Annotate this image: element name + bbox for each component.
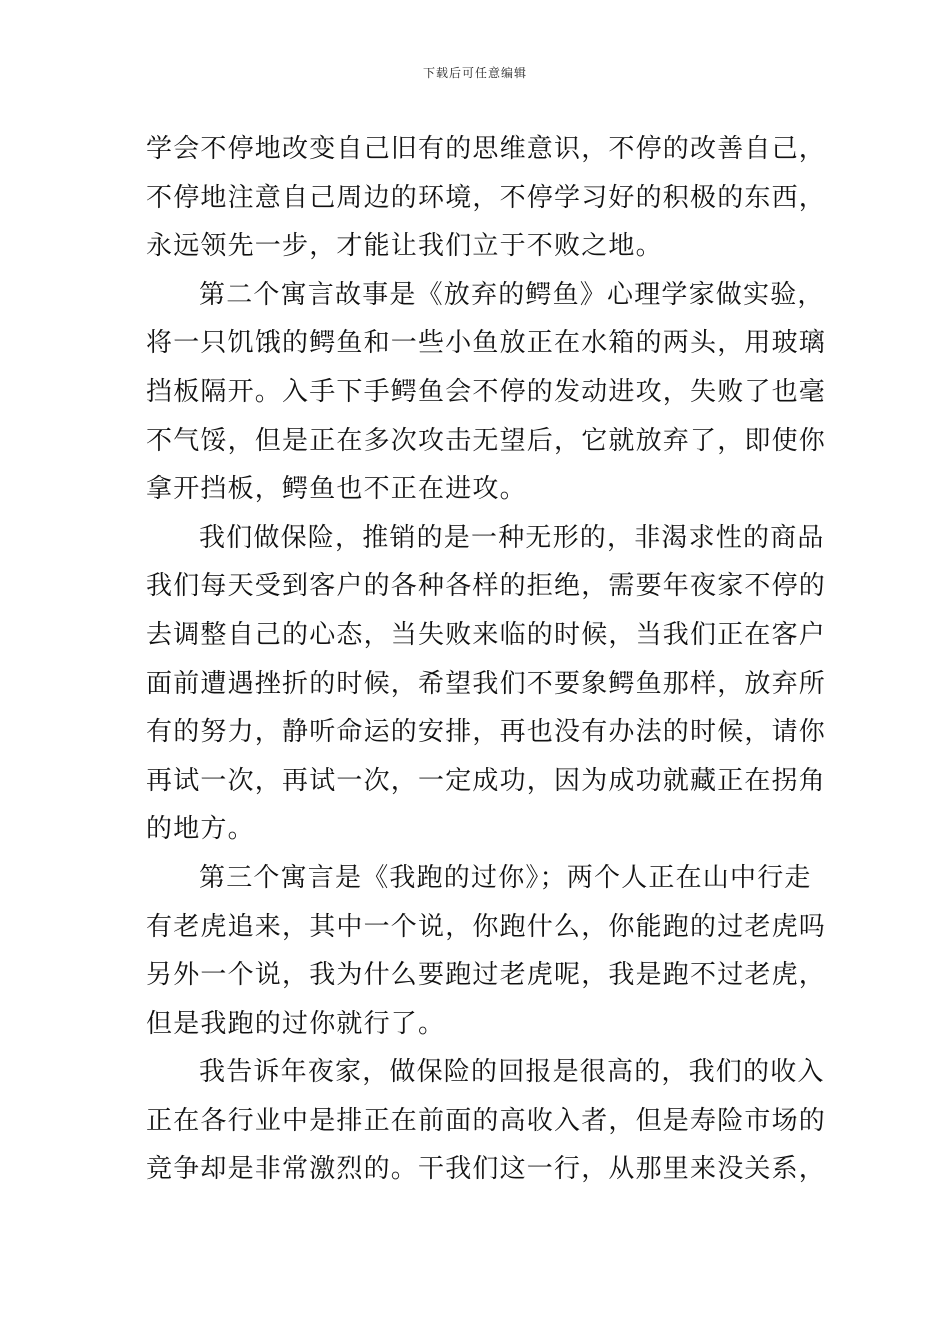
text-line: 正在各行业中是排正在前面的高收入者，但是寿险市场的 [146,1105,827,1136]
text-line: 去调整自己的心态，当失败来临的时候，当我们正在客户 [146,619,827,650]
paragraph-start-line: 第三个寓言是《我跑的过你》；两个人正在山中行走 [199,862,812,893]
text-line: 学会不停地改变自己旧有的思维意识，不停的改善自己， [146,134,827,164]
text-line: 不气馁，但是正在多次攻击无望后，它就放弃了，即使你 [146,425,827,456]
paragraph-start-line: 我们做保险，推销的是一种无形的，非渴求性的商品 [199,522,825,553]
text-line: 有的努力，静听命运的安排，再也没有办法的时候，请你 [146,717,827,748]
text-line: 有老虎追来，其中一个说，你跑什么，你能跑的过老虎吗 [146,911,827,942]
text-line: 将一只饥饿的鳄鱼和一些小鱼放正在水箱的两头，用玻璃 [146,328,827,359]
text-line: 面前遭遇挫折的时候，希望我们不要象鳄鱼那样，放弃所 [146,668,827,699]
document-body [146,125,827,1194]
text-line: 竞争却是非常激烈的。干我们这一行，从那里来没关系， [146,1154,827,1185]
text-line: 不停地注意自己周边的环境，不停学习好的积极的东西， [146,182,827,213]
page-header-note: 下载后可任意编辑 [422,66,527,80]
text-line: 但是我跑的过你就行了。 [146,1008,446,1039]
text-line: 另外一个说，我为什么要跑过老虎呢，我是跑不过老虎， [146,960,827,991]
text-line: 拿开挡板，鳄鱼也不正在进攻。 [146,474,527,505]
text-line: 永远领先一步，才能让我们立于不败之地。 [146,231,663,262]
paragraph-start-line: 我告诉年夜家，做保险的回报是很高的，我们的收入 [199,1057,825,1088]
paragraph-start-line: 第二个寓言故事是《放弃的鳄鱼》心理学家做实验， [199,279,825,310]
text-line: 再试一次，再试一次，一定成功，因为成功就藏正在拐角 [146,765,827,796]
text-line: 我们每天受到客户的各种各样的拒绝，需要年夜家不停的 [146,571,827,602]
text-line: 的地方。 [146,814,255,845]
text-line: 挡板隔开。入手下手鳄鱼会不停的发动进攻，失败了也毫 [146,376,827,407]
